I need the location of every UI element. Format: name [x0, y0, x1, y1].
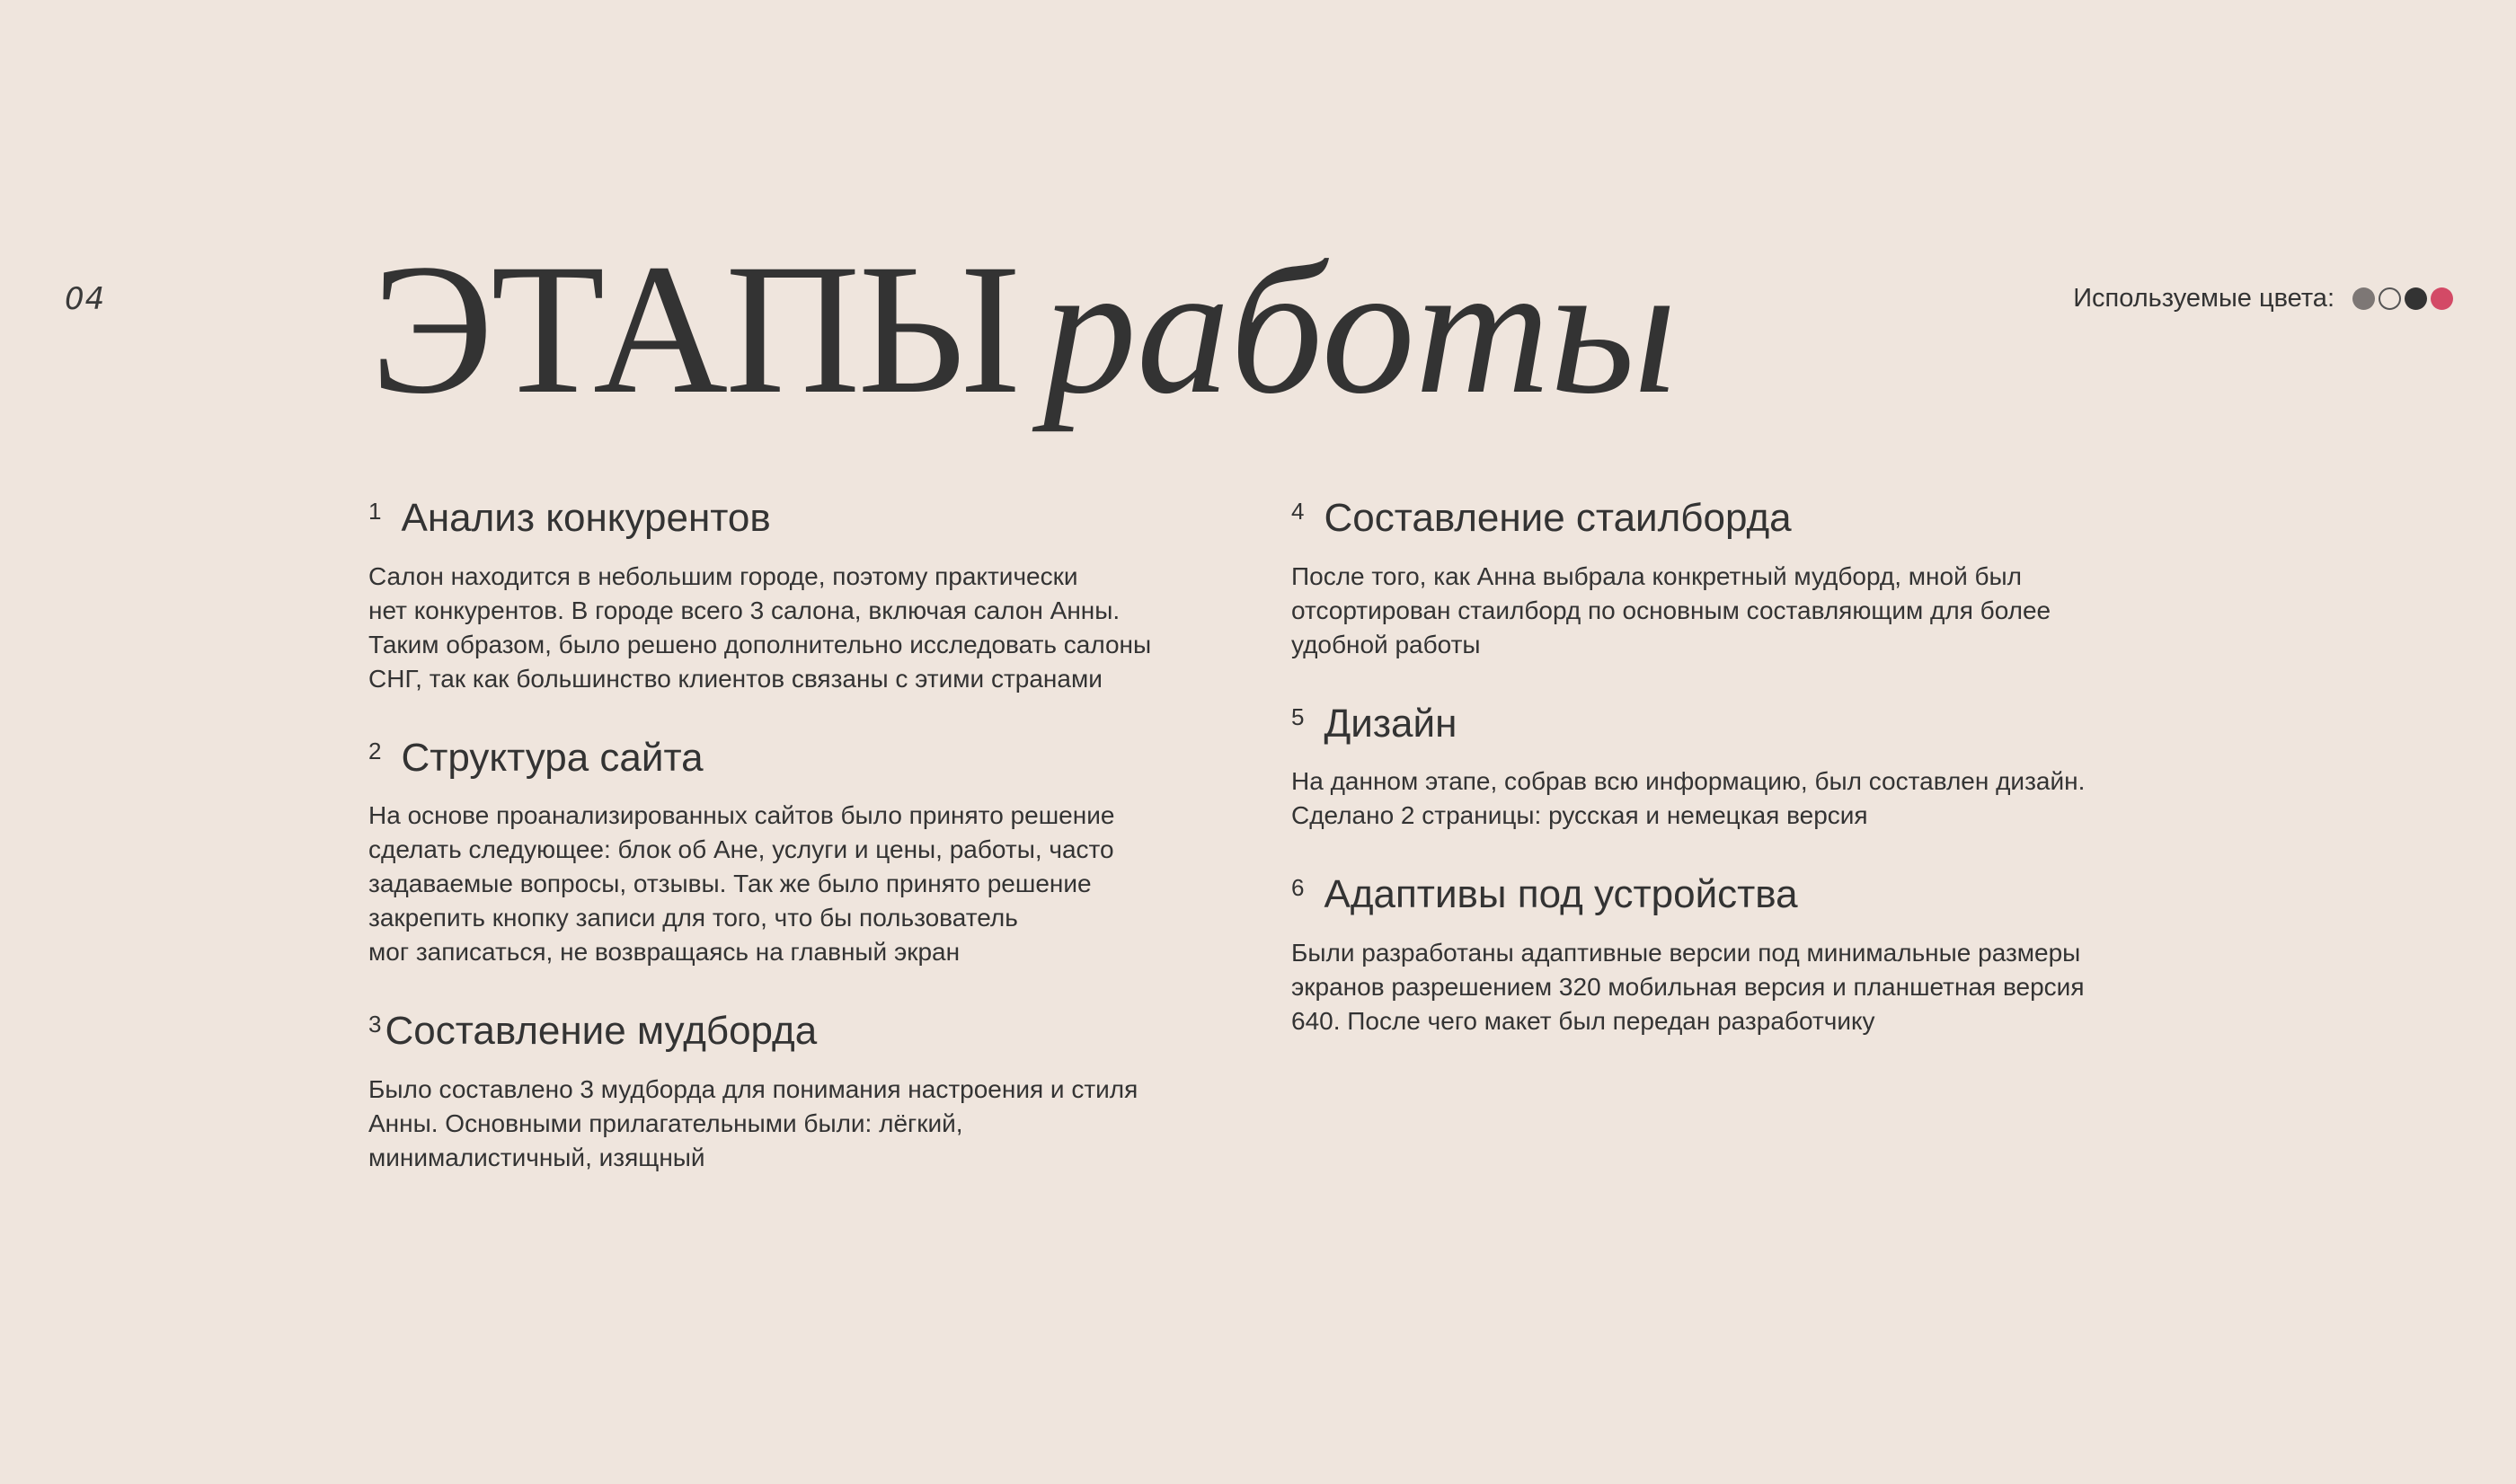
section-title: Составление стаилборда	[1324, 496, 1792, 540]
section-4	[1291, 496, 2190, 662]
color-swatch-white	[2379, 287, 2401, 310]
body-line: На основе проанализированных сайтов было принято решение	[368, 801, 1115, 830]
section-6	[1291, 872, 2190, 1038]
body-line: сделать следующее: блок об Ане, услуги и цены, работы, часто	[368, 835, 1114, 864]
section-heading	[1291, 872, 2190, 918]
section-title: Составление мудборда	[385, 1009, 818, 1054]
body-line: Сделано 2 страницы: русская и немецкая версия	[1291, 801, 1868, 830]
section-number: 5	[1291, 702, 1305, 730]
section-2	[368, 736, 1267, 970]
section-title: Дизайн	[1324, 701, 1457, 746]
body-line: После того, как Анна выбрала конкретный мудборд, мной был	[1291, 561, 2022, 590]
section-1	[368, 496, 1267, 696]
title-accent: работы	[1042, 225, 1677, 432]
body-line: 640. После чего макет был передан разработчику	[1291, 1006, 1875, 1035]
section-title: Структура сайта	[401, 735, 704, 780]
section-number: 4	[1291, 498, 1305, 525]
body-line: На данном этапе, собрав всю информацию, был составлен дизайн.	[1291, 767, 2086, 796]
body-line: СНГ, так как большинство клиентов связаны с этими странами	[368, 664, 1103, 693]
page-number: 04	[65, 281, 106, 317]
section-heading	[1291, 496, 2190, 542]
body-line: задаваемые вопросы, отзывы. Так же было принято решение	[368, 870, 1092, 898]
section-body	[368, 799, 1267, 969]
body-line: Были разработаны адаптивные версии под минимальные размеры	[1291, 938, 2081, 967]
body-line: Анны. Основными прилагательными были: лёгкий,	[368, 1109, 963, 1137]
color-swatch-gray	[2352, 287, 2375, 310]
right-column	[1291, 496, 2190, 1078]
section-title: Адаптивы под устройства	[1324, 872, 1798, 917]
color-swatch-charcoal	[2405, 287, 2427, 310]
body-line: минималистичный, изящный	[368, 1143, 705, 1171]
body-line: закрепить кнопку записи для того, что бы пользователь	[368, 904, 1018, 932]
section-body	[1291, 560, 2190, 662]
color-palette	[2073, 284, 2453, 314]
section-number: 1	[368, 498, 382, 525]
section-body	[368, 560, 1267, 696]
section-5	[1291, 702, 2190, 834]
section-number: 3	[368, 1011, 382, 1038]
body-line: нет конкурентов. В городе всего 3 салона, включая салон Анны.	[368, 596, 1121, 624]
colors-label: Используемые цвета:	[2073, 284, 2334, 313]
body-line: Таким образом, было решено дополнительно исследовать салоны	[368, 630, 1152, 658]
body-line: экранов разрешением 320 мобильная версия и планшетная версия	[1291, 972, 2085, 1001]
body-line: удобной работы	[1291, 630, 1481, 658]
section-number: 6	[1291, 874, 1305, 902]
body-line: отсортирован стаилборд по основным составляющим для более	[1291, 596, 2051, 624]
section-heading	[1291, 702, 2190, 747]
section-body	[1291, 764, 2190, 833]
color-swatch-rose	[2431, 287, 2453, 310]
section-heading	[368, 736, 1267, 782]
section-heading	[368, 496, 1267, 542]
body-line: Салон находится в небольшим городе, поэтому практически	[368, 561, 1078, 590]
section-body	[368, 1073, 1267, 1175]
body-line: мог записаться, не возвращаясь на главный экран	[368, 938, 961, 967]
left-column	[368, 496, 1267, 1215]
section-title: Анализ конкурентов	[401, 496, 771, 540]
section-3	[368, 1009, 1267, 1175]
page-title	[370, 225, 1677, 432]
section-number: 2	[368, 737, 382, 764]
title-main: ЭТАПЫ	[370, 225, 1018, 432]
section-body	[1291, 936, 2190, 1038]
body-line: Было составлено 3 мудборда для понимания настроения и стиля	[368, 1074, 1138, 1103]
section-heading	[368, 1009, 1267, 1055]
